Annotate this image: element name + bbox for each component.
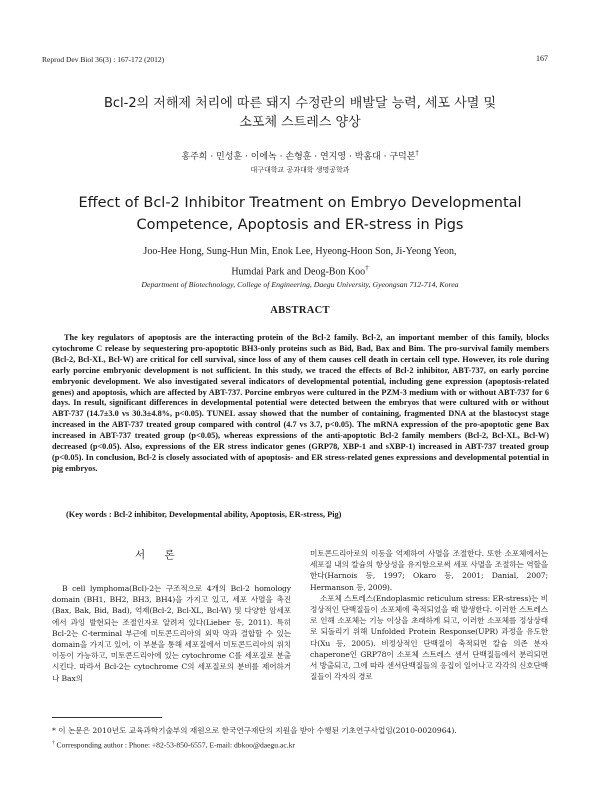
keywords: (Key words : Bcl-2 inhibitor, Developmental ability, Apoptosis, ER-stress, Pig)	[66, 510, 342, 519]
english-title	[0, 192, 600, 236]
korean-title	[0, 94, 600, 132]
english-author-mark: †	[365, 264, 369, 272]
english-title-line2: Competence, Apoptosis and ER-stress in Pigs	[136, 217, 464, 233]
page-number: 167	[536, 54, 548, 63]
body-left-column: B cell lymphoma(Bcl)-2는 구조적으로 4개의 Bcl-2 homology domain (BH1, BH2, BH3, BH4)을 가지고 있고, 세포 사멸을 촉진(Bax, Bak, Bid, Bad), 억제(Bcl-2, Bcl-XL, Bcl-W) 및 다양한 암세포에서 과잉 발현되는 조절인자로 알려져 있다(Lieber 등, 2011). 특히 Bcl-2는 C-terminal 부근에 미토콘드리아의 외막 막과 결합할 수 있는 domain을 가지고 있어, 이 부분을 통해 세포질에서 미토콘드리아의 위치 이동이 가능하고, 미토콘드리아에 있는 cytochrome C를 세포질로 분출시킨다. 따라서 Bcl-2는 cytochrome C의 세포질로의 분비를 제어하거나 Bax의	[52, 584, 291, 683]
english-authors-line1: Joo-Hee Hong, Sung-Hun Min, Enok Lee, Hyeong-Hoon Son, Ji-Yeong Yeon,	[143, 246, 457, 257]
english-authors	[0, 243, 600, 280]
korean-author-list: 홍주희 · 민성훈 · 이에녹 · 손형훈 · 연지영 · 박홈대 · 구덕본	[181, 152, 416, 162]
body-right-column	[310, 548, 548, 682]
corresponding-footnote	[52, 740, 295, 750]
funding-footnote: * 이 논문은 2010년도 교육과학기술부의 재원으로 한국연구재단의 지원을 받아 수행된 기초연구사업임(2010-0020964).	[52, 726, 457, 735]
right-paragraph-2: 소포체 스트레스(Endoplasmic reticulum stress: ER-stress)는 비정상적인 단백질들이 소포체에 축적되었을 때 발생한다. 이러한 스트레스로 인해 소포체는 기능 이상을 초래하게 되고, 이러한 소포체를 정상상태로 되돌리기 위해 Unfolded Protein Response(UPR) 과정을 유도한다(Xu 등, 2005). 비정상적인 단백질이 축적되면 칼슘 의존 분자 chaperone인 GRP78이 소포체 스트레스 센서 단백질들에서 분리되면서 방출되고, 그에 따라 센서단백질들의 응집이 일어나고 각각의 신호단백질들이 각자의 경로	[310, 593, 548, 682]
abstract-heading: ABSTRACT	[270, 305, 330, 316]
korean-affiliation: 대구대학교 공과대학 생명공학과	[250, 166, 350, 174]
right-paragraph-1: 미토콘드리아로의 이동을 억제하여 사멸을 조절한다. 또한 소포체에서는 세포질 내의 칼슘의 항상성을 유지함으로써 세포 사멸을 조절하는 역할을 한다(Harnois 등, 1997; Okaro 등, 2001; Danial, 2007; Hermanson 등, 2009).	[310, 549, 548, 592]
korean-title-line2: 소포체 스트레스 양상	[239, 115, 361, 130]
abstract-text: The key regulators of apoptosis are the interacting protein of the Bcl-2 family. Bcl-2, an important member of this family, blocks cytochrome C release by sequestering pro-apoptotic BH3-only proteins such as Bid, Bad, Bax and Bim. The pro-survival family members (Bcl-2, Bcl-XL, Bcl-W) are critical for cell survival, since loss of any of them causes cell death in certain cell type. However, its role during early porcine embryonic development is not sufficient. In this study, we traced the effects of Bcl-2 inhibitor, ABT-737, on early porcine embryonic development. We also investigated several indicators of developmental potential, including gene expression (apoptosis-related genes) and apoptosis, which are affected by ABT-737. Porcine embryos were cultured in the PZM-3 medium with or without ABT-737 for 6 days. In result, significant differences in developmental potential were detected between the embryos that were cultured with or without ABT-737 (14.7±3.0 vs 30.3±4.8%, p<0.05). TUNEL assay showed that the number of containing, fragmented DNA at the blastocyst stage increased in the ABT-737 treated group compared with control (4.7 vs 3.7, p<0.05). The mRNA expression of the pro-apoptotic gene Bax increased in ABT-737 treated group (p<0.05), whereas expressions of the anti-apoptotic Bcl-2 family members (Bcl-2, Bcl-XL, Bcl-W) decreased (p<0.05). Also, expressions of the ER stress indicator genes (GRP78, XBP-1 and sXBP-1) increased in ABT-737 treated group (p<0.05). In conclusion, Bcl-2 is closely associated with of apoptosis- and ER stress-related genes expressions and developmental potential in pig embryos.	[52, 333, 549, 473]
introduction-heading: 서 론	[135, 549, 183, 561]
corresponding-mark: †	[52, 740, 55, 746]
korean-title-line1: Bcl-2의 저해제 처리에 따른 돼지 수정란의 배발달 능력, 세포 사멸 및	[103, 96, 497, 111]
english-affiliation: Department of Biotechnology, College of Engineering, Daegu University, Gyeongsan 712-714, Korea	[141, 280, 459, 289]
journal-citation: Reprod Dev Biol 36(3) : 167-172 (2012)	[42, 55, 165, 64]
english-authors-line2: Humdai Park and Deog-Bon Koo	[231, 266, 366, 278]
korean-authors	[0, 149, 600, 162]
korean-author-mark: †	[415, 150, 419, 157]
corresponding-text: Corresponding author : Phone: +82-53-850-6557, E-mail: dbkoo@daegu.ac.kr	[54, 740, 295, 750]
footnote-divider	[52, 717, 162, 718]
english-authors-line2-wrap	[0, 260, 600, 280]
english-title-line1: Effect of Bcl-2 Inhibitor Treatment on Embryo Developmental	[78, 195, 522, 211]
